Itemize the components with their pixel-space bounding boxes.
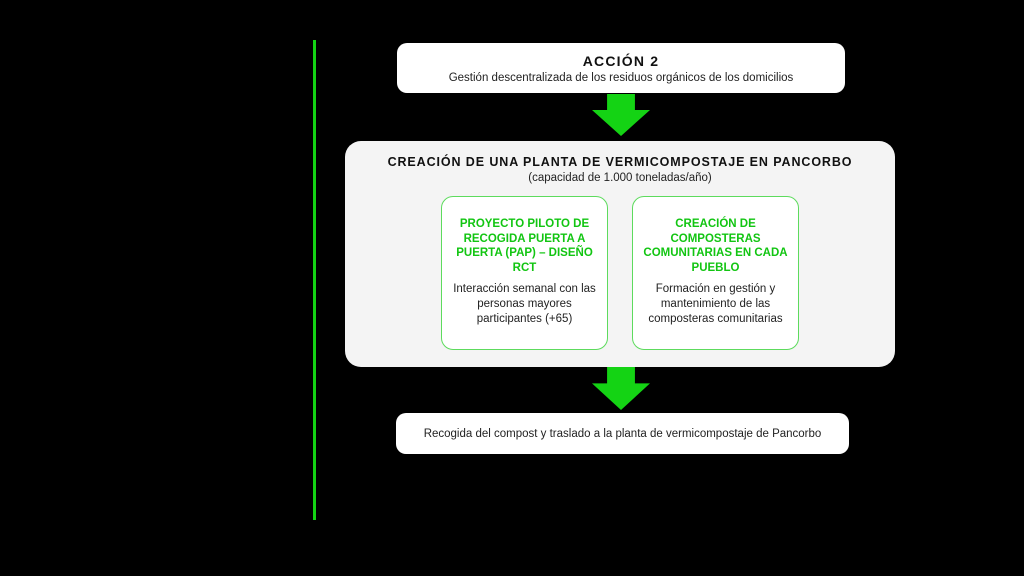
down-arrow-icon <box>592 367 650 410</box>
card-title: CREACIÓN DE COMPOSTERAS COMUNITARIAS EN CADA PUEBLO <box>643 218 788 275</box>
action-title: ACCIÓN 2 <box>582 52 660 69</box>
card-body: Formación en gestión y mantenimiento de las composteras comunitarias <box>648 282 783 325</box>
compost-collection-box <box>396 413 849 454</box>
card-title: PROYECTO PILOTO DE RECOGIDA PUERTA A PUERTA (PAP) – DISEÑO RCT <box>456 218 593 275</box>
compost-collection-text: Recogida del compost y traslado a la planta de vermicompostaje de Pancorbo <box>423 427 822 440</box>
plant-capacity-subtitle: (capacidad de 1.000 toneladas/año) <box>528 172 712 184</box>
card-pilot-project <box>441 196 608 350</box>
card-community-composters <box>632 196 799 350</box>
card-body: Interacción semanal con las personas mayores participantes (+65) <box>453 282 596 325</box>
sub-action-cards <box>441 196 799 350</box>
action-header-box <box>397 43 845 93</box>
down-arrow-icon <box>592 94 650 136</box>
plant-container-box <box>345 141 895 367</box>
action-subtitle: Gestión descentralizada de los residuos orgánicos de los domicilios <box>448 71 794 84</box>
timeline-line <box>313 40 316 520</box>
plant-title: CREACIÓN DE UNA PLANTA DE VERMICOMPOSTAJE EN PANCORBO <box>387 155 853 169</box>
